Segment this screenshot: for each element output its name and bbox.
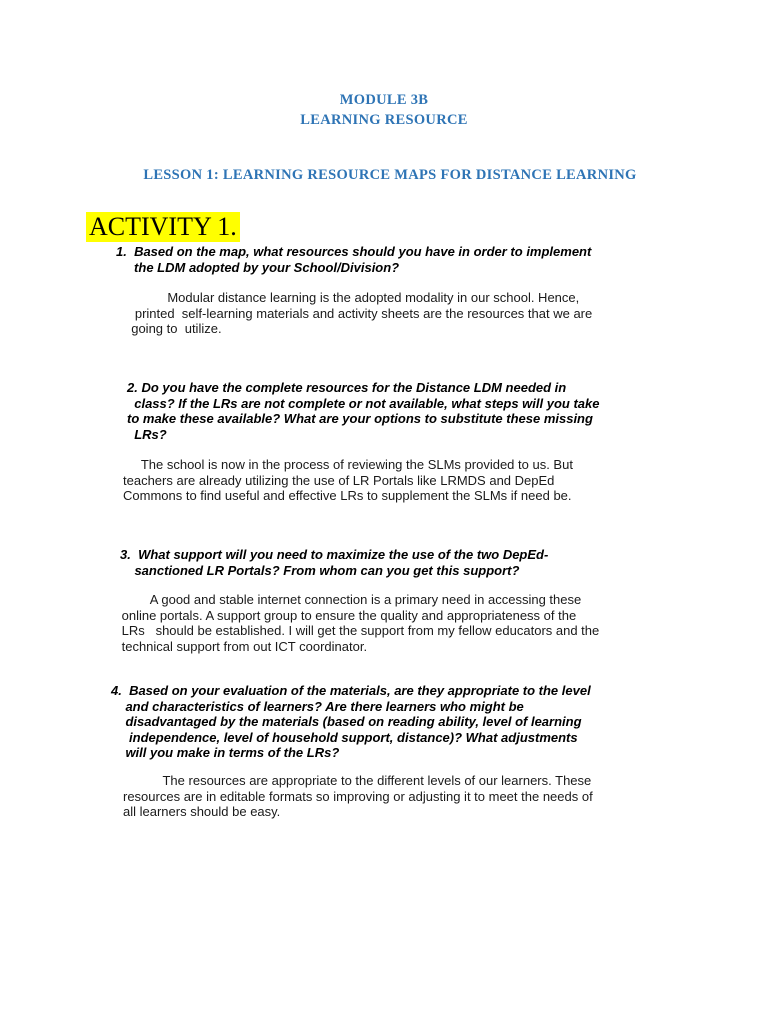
question-3 — [120, 547, 548, 578]
answer-1-line: going to utilize. — [124, 321, 222, 336]
question-4-line: 4. Based on your evaluation of the materials, are they appropriate to the level — [111, 683, 591, 698]
question-2-line: LRs? — [127, 426, 167, 442]
answer-4-line: The resources are appropriate to the different levels of our learners. These — [123, 773, 592, 788]
answer-3-line: A good and stable internet connection is a primary need in accessing these — [118, 592, 582, 607]
question-2 — [127, 380, 599, 442]
question-4 — [111, 683, 591, 761]
module-title: MODULE 3B — [339, 92, 429, 108]
answer-1 — [124, 290, 592, 337]
lesson-title: LESSON 1: LEARNING RESOURCE MAPS FOR DISTANCE LEARNING — [143, 167, 637, 183]
question-3-line: 3. What support will you need to maximize the use of the two DepEd- — [120, 547, 549, 562]
answer-2-line: teachers are already utilizing the use of LR Portals like LRMDS and DepEd — [123, 472, 555, 488]
question-1-line: the LDM adopted by your School/Division? — [116, 259, 400, 275]
activity-heading: ACTIVITY 1. — [86, 212, 240, 242]
answer-2 — [123, 457, 573, 504]
question-2-line: class? If the LRs are not complete or not available, what steps will you take — [127, 395, 600, 411]
answer-2-line: The school is now in the process of reviewing the SLMs provided to us. But — [123, 457, 573, 472]
question-1-line: 1. Based on the map, what resources should you have in order to implement — [116, 244, 592, 259]
question-4-line: independence, level of household support, distance)? What adjustments — [111, 729, 578, 745]
answer-2-line: Commons to find useful and effective LRs to supplement the SLMs if need be. — [123, 488, 572, 503]
question-1 — [116, 244, 591, 275]
answer-3-line: technical support from out ICT coordinator. — [118, 638, 368, 654]
answer-1-line: Modular distance learning is the adopted modality in our school. Hence, — [124, 290, 580, 305]
question-2-line: 2. Do you have the complete resources for the Distance LDM needed in — [127, 380, 567, 395]
answer-3-line: LRs should be established. I will get the support from my fellow educators and the — [118, 623, 600, 638]
answer-4-line: all learners should be easy. — [123, 804, 281, 819]
answer-3-line: online portals. A support group to ensure the quality and appropriateness of the — [118, 607, 577, 623]
question-2-line: to make these available? What are your options to substitute these missing — [127, 411, 593, 426]
answer-4 — [123, 773, 593, 820]
question-3-line: sanctioned LR Portals? From whom can you get this support? — [120, 562, 520, 578]
question-4-line: disadvantaged by the materials (based on reading ability, level of learning — [111, 714, 582, 729]
answer-3 — [118, 592, 599, 654]
question-4-line: will you make in terms of the LRs? — [111, 745, 340, 760]
answer-1-line: printed self-learning materials and activity sheets are the resources that we are — [124, 305, 593, 321]
resource-title: LEARNING RESOURCE — [300, 112, 468, 128]
answer-4-line: resources are in editable formats so improving or adjusting it to meet the needs of — [123, 788, 593, 804]
question-4-line: and characteristics of learners? Are there learners who might be — [111, 698, 524, 714]
